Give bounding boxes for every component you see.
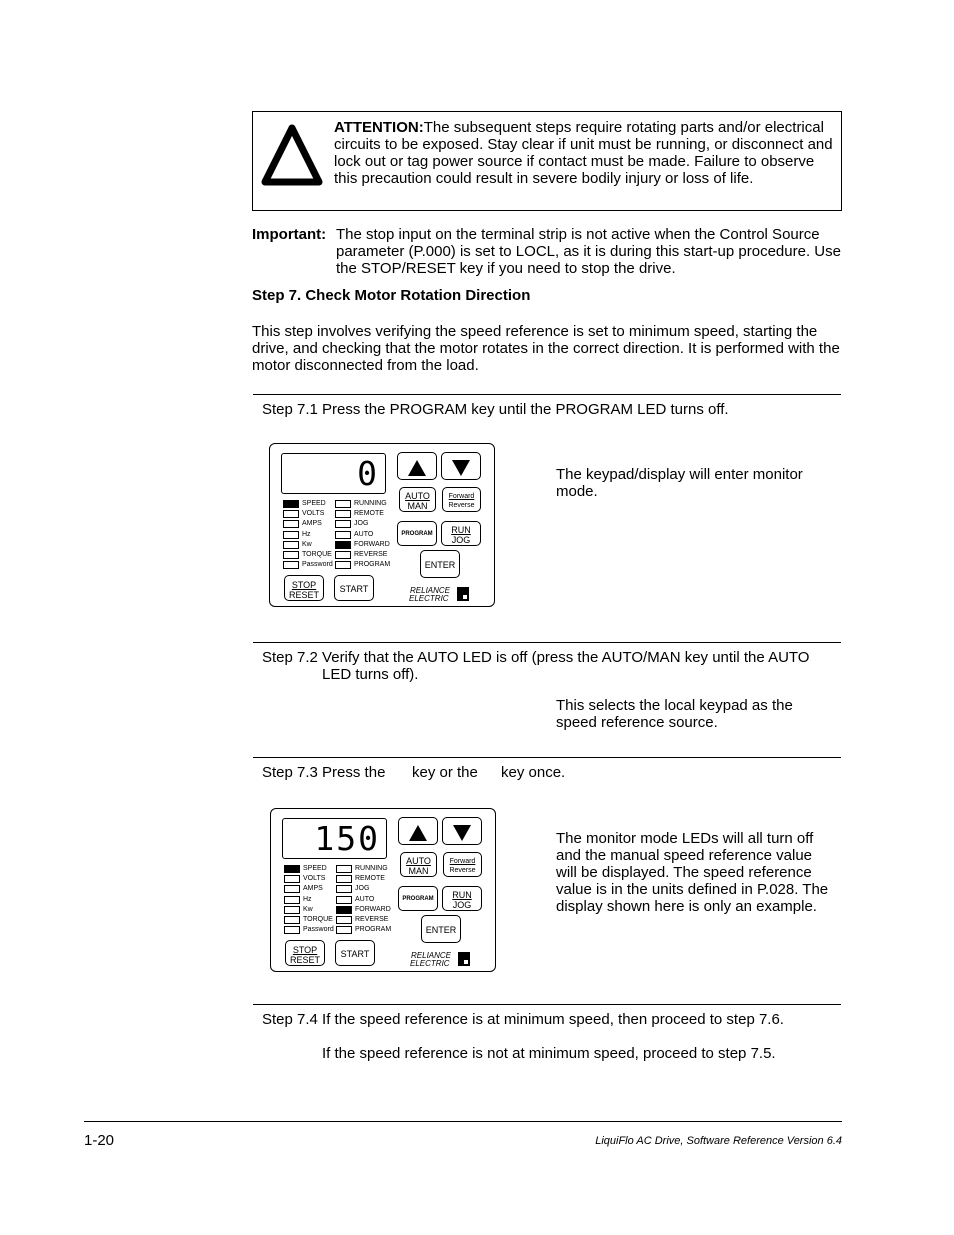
reliance-logo-icon	[458, 952, 470, 966]
forward-reverse-button[interactable]: Forward Reverse	[443, 852, 482, 877]
down-arrow-button[interactable]	[442, 817, 482, 845]
led-indicator	[336, 874, 396, 883]
up-arrow-icon	[407, 459, 427, 477]
led-label: VOLTS	[303, 875, 326, 883]
led-indicator	[336, 915, 396, 924]
led-indicator	[283, 550, 333, 559]
divider	[253, 394, 841, 395]
led-indicator	[284, 915, 334, 924]
led-label: TORQUE	[303, 916, 333, 923]
led-light	[284, 926, 300, 934]
led-indicator	[284, 925, 334, 934]
led-light	[284, 865, 300, 873]
led-light	[283, 500, 299, 508]
led-label: FORWARD	[354, 540, 390, 548]
down-arrow-button[interactable]	[441, 452, 481, 480]
led-light	[336, 916, 352, 924]
attention-text: ATTENTION:The subsequent steps require rotating parts and/or electrical circuits to be exposed. Stay clear if unit must be running, or disconnect and lock out or tag power source if contact must be made. Failure to observe this precaution could result in severe bodily injury or loss of life.	[334, 119, 833, 187]
up-arrow-icon	[408, 824, 428, 842]
led-label: JOG	[355, 885, 370, 893]
led-label: REMOTE	[354, 510, 384, 518]
led-label: REMOTE	[355, 875, 385, 883]
display-value: 150	[314, 819, 380, 858]
led-label: VOLTS	[302, 510, 325, 518]
led-indicator	[335, 509, 395, 518]
led-light	[335, 531, 351, 539]
led-light	[336, 865, 352, 873]
led-label: JOG	[354, 520, 369, 528]
program-button[interactable]: PROGRAM	[398, 886, 438, 911]
led-label: Password	[302, 561, 333, 569]
step-title: Step 7. Check Motor Rotation Direction	[252, 287, 531, 304]
warning-triangle-icon	[259, 120, 325, 190]
led-light	[284, 875, 300, 883]
keypad-display-1	[269, 443, 495, 607]
led-light	[336, 885, 352, 893]
important-text: The stop input on the terminal strip is not active when the Control Source parameter (P.000) is set to LOCL, as it is during this start-up procedure. Use the STOP/RESET key if you need to stop the drive.	[336, 226, 841, 277]
keypad-display-2	[270, 808, 496, 972]
up-arrow-button[interactable]	[397, 452, 437, 480]
forward-reverse-button[interactable]: Forward Reverse	[442, 487, 481, 512]
led-indicator	[284, 884, 334, 893]
down-arrow-icon	[451, 459, 471, 477]
led-indicator	[336, 895, 396, 904]
led-light	[284, 896, 300, 904]
stop-reset-button[interactable]: STOP RESET	[284, 575, 324, 601]
led-light	[283, 510, 299, 518]
step-7-3-mid: key or the	[412, 764, 478, 781]
reliance-logo-icon	[457, 587, 469, 601]
document-title: LiquiFlo AC Drive, Software Reference Version 6.4	[595, 1135, 842, 1147]
led-light	[284, 906, 300, 914]
divider	[253, 1004, 841, 1005]
led-indicator	[336, 905, 396, 914]
auto-man-button[interactable]: AUTO MAN	[399, 487, 436, 512]
led-label: TORQUE	[302, 551, 332, 558]
led-light	[336, 926, 352, 934]
divider	[253, 642, 841, 643]
stop-reset-button[interactable]: STOP RESET	[285, 940, 325, 966]
led-label: SPEED	[303, 865, 327, 872]
led-indicator	[335, 560, 395, 569]
led-label: FORWARD	[355, 905, 391, 913]
divider	[253, 757, 841, 758]
run-jog-button[interactable]: RUN JOG	[441, 521, 481, 546]
led-light	[283, 541, 299, 549]
step-7-3-note: The monitor mode LEDs will all turn off and the manual speed reference value will be displayed. The speed reference value is in the units defined in P.028. The display shown here is only an example.	[556, 830, 829, 915]
led-indicator	[283, 530, 333, 539]
start-button[interactable]: START	[335, 940, 375, 966]
led-indicator	[284, 895, 334, 904]
step-7-3-pre: Step 7.3 Press the	[262, 764, 386, 781]
auto-man-button[interactable]: AUTO MAN	[400, 852, 437, 877]
brand-text-2: ELECTRIC	[410, 959, 450, 968]
led-light	[284, 916, 300, 924]
led-light	[335, 500, 351, 508]
led-indicator	[336, 925, 396, 934]
brand-text-2: ELECTRIC	[409, 594, 449, 603]
led-light	[284, 885, 300, 893]
led-indicator	[335, 530, 395, 539]
led-indicator	[335, 550, 395, 559]
led-label: Kw	[302, 540, 312, 548]
run-jog-button[interactable]: RUN JOG	[442, 886, 482, 911]
led-indicator	[284, 864, 334, 873]
program-button[interactable]: PROGRAM	[397, 521, 437, 546]
led-indicator	[283, 499, 333, 508]
led-label: Kw	[303, 905, 313, 913]
step-7-2-note: This selects the local keypad as the speed reference source.	[556, 697, 793, 731]
led-indicator	[336, 864, 396, 873]
up-arrow-button[interactable]	[398, 817, 438, 845]
led-light	[283, 551, 299, 559]
led-light	[335, 520, 351, 528]
led-label: REVERSE	[355, 916, 389, 923]
led-indicator	[283, 509, 333, 518]
step-7-4-line2: If the speed reference is not at minimum speed, proceed to step 7.5.	[322, 1045, 776, 1062]
led-indicator	[283, 540, 333, 549]
start-button[interactable]: START	[334, 575, 374, 601]
led-indicator	[284, 874, 334, 883]
led-light	[335, 551, 351, 559]
attention-label: ATTENTION:	[334, 119, 424, 136]
step-7-2-line2: LED turns off).	[322, 666, 419, 683]
step-intro: This step involves verifying the speed reference is set to minimum speed, starting the drive, and checking that the motor rotates in the correct direction. It is performed with the motor disconnected from the load.	[252, 323, 840, 374]
led-label: AMPS	[303, 885, 323, 893]
led-label: RUNNING	[354, 500, 387, 507]
down-arrow-icon	[452, 824, 472, 842]
led-light	[336, 906, 352, 914]
lcd-display	[281, 453, 386, 494]
step-7-1-note: The keypad/display will enter monitor mode.	[556, 466, 803, 500]
led-label: RUNNING	[355, 865, 388, 872]
led-indicator	[335, 540, 395, 549]
step-7-1: Step 7.1 Press the PROGRAM key until the PROGRAM LED turns off.	[262, 401, 729, 418]
led-label: SPEED	[302, 500, 326, 507]
enter-button[interactable]: ENTER	[420, 550, 460, 578]
brand-text-1: RELIANCE	[411, 951, 452, 960]
led-light	[283, 520, 299, 528]
led-light	[336, 896, 352, 904]
led-label: Password	[303, 926, 334, 934]
step-7-4-line1: Step 7.4 If the speed reference is at minimum speed, then proceed to step 7.6.	[262, 1011, 784, 1028]
step-7-3-post: key once.	[501, 764, 566, 781]
led-label: Hz	[303, 895, 312, 903]
display-value: 0	[357, 454, 379, 493]
led-label: Hz	[302, 530, 311, 538]
page-number: 1-20	[84, 1132, 115, 1149]
brand-text-1: RELIANCE	[410, 586, 451, 595]
led-light	[283, 531, 299, 539]
led-label: REVERSE	[354, 551, 388, 558]
led-label: AUTO	[355, 895, 375, 903]
lcd-display	[282, 818, 387, 859]
led-label: PROGRAM	[354, 561, 391, 569]
led-label: AMPS	[302, 520, 322, 528]
led-indicator	[335, 499, 395, 508]
led-label: PROGRAM	[355, 926, 392, 934]
enter-button[interactable]: ENTER	[421, 915, 461, 943]
step-7-2-line1: Step 7.2 Verify that the AUTO LED is off (press the AUTO/MAN key until the AUTO	[262, 649, 810, 666]
attention-box	[252, 111, 842, 211]
led-light	[335, 541, 351, 549]
led-light	[283, 561, 299, 569]
led-label: AUTO	[354, 530, 374, 538]
led-indicator	[283, 519, 333, 528]
led-indicator	[283, 560, 333, 569]
led-indicator	[335, 519, 395, 528]
led-indicator	[284, 905, 334, 914]
led-indicator	[336, 884, 396, 893]
led-light	[335, 510, 351, 518]
led-light	[336, 875, 352, 883]
led-light	[335, 561, 351, 569]
important-label: Important:	[252, 226, 327, 243]
footer-divider	[84, 1121, 842, 1122]
